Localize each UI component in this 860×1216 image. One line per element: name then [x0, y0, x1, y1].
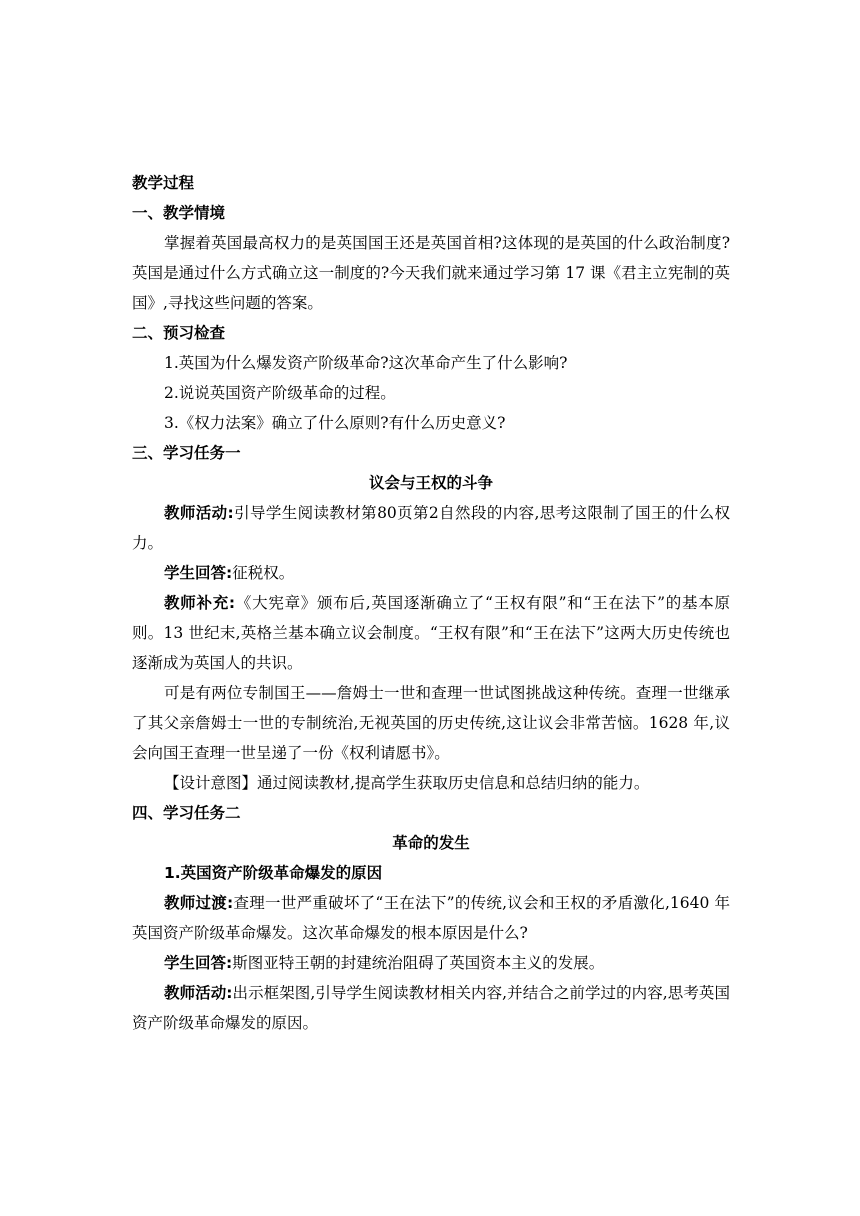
- task2-teacher-transition: [132, 888, 730, 948]
- label-teacher-supplement: 教师补充:: [164, 594, 236, 612]
- label-student-answer-2: 学生回答:: [164, 954, 233, 972]
- task1-history-paragraph: 可是有两位专制国王——詹姆士一世和查理一世试图挑战这种传统。查理一世继承了其父亲詹姆士一世的专制统治,无视英国的历史传统,这让议会非常苦恼。1628 年,议会向国王查理一世呈递了一份《权利请愿书》。: [132, 684, 730, 762]
- text-teacher-activity-2: 出示框架图,引导学生阅读教材相关内容,并结合之前学过的内容,思考英国资产阶级革命爆发的原因。: [132, 984, 730, 1032]
- intro-paragraph: 掌握着英国最高权力的是英国国王还是英国首相?这体现的是英国的什么政治制度?英国是通过什么方式确立这一制度的?今天我们就来通过学习第 17 课《君主立宪制的英国》,寻找这些问题的答案。: [132, 234, 730, 312]
- task2-student-answer: [132, 948, 730, 978]
- task1-subtitle: 议会与王权的斗争: [368, 474, 493, 492]
- task1-student-answer: [132, 558, 730, 588]
- label-teacher-transition: 教师过渡:: [164, 894, 234, 912]
- task2-teacher-activity: [132, 978, 730, 1038]
- document-page: [132, 168, 730, 1038]
- text-student-answer: 征税权。: [232, 564, 295, 582]
- preview-question-1: 1.英国为什么爆发资产阶级革命?这次革命产生了什么影响?: [164, 354, 568, 372]
- text-student-answer-2: 斯图亚特王朝的封建统治阻碍了英国资本主义的发展。: [232, 954, 605, 972]
- task2-subheading-causes: 1.英国资产阶级革命爆发的原因: [164, 864, 383, 882]
- section-heading-4: 四、学习任务二: [132, 804, 241, 822]
- text-teacher-activity: 引导学生阅读教材第80页第2自然段的内容,思考这限制了国王的什么权力。: [132, 504, 730, 552]
- text-teacher-transition: 查理一世严重破坏了“王在法下”的传统,议会和王权的矛盾激化,1640 年英国资产阶级革命爆发。这次革命爆发的根本原因是什么?: [132, 894, 731, 942]
- preview-question-3: 3.《权力法案》确立了什么原则?有什么历史意义?: [164, 414, 506, 432]
- task1-teacher-supplement: [132, 588, 730, 678]
- section-heading-2: 二、预习检查: [132, 324, 226, 342]
- task1-teacher-activity: [132, 498, 730, 558]
- section-heading-3: 三、学习任务一: [132, 444, 241, 462]
- section-heading-1: 一、教学情境: [132, 204, 226, 222]
- preview-question-2: 2.说说英国资产阶级革命的过程。: [164, 384, 396, 402]
- label-teacher-activity-2: 教师活动:: [164, 984, 233, 1002]
- label-student-answer: 学生回答:: [164, 564, 233, 582]
- task1-design-intent: 【设计意图】通过阅读教材,提高学生获取历史信息和总结归纳的能力。: [164, 774, 650, 792]
- label-teacher-activity: 教师活动:: [164, 504, 234, 522]
- task2-subtitle: 革命的发生: [392, 834, 470, 852]
- text-teacher-supplement: 《大宪章》颁布后,英国逐渐确立了“王权有限”和“王在法下”的基本原则。13 世纪末,英格兰基本确立议会制度。“王权有限”和“王在法下”这两大历史传统也逐渐成为英国人的共识。: [132, 594, 730, 672]
- page-title: 教学过程: [132, 174, 195, 192]
